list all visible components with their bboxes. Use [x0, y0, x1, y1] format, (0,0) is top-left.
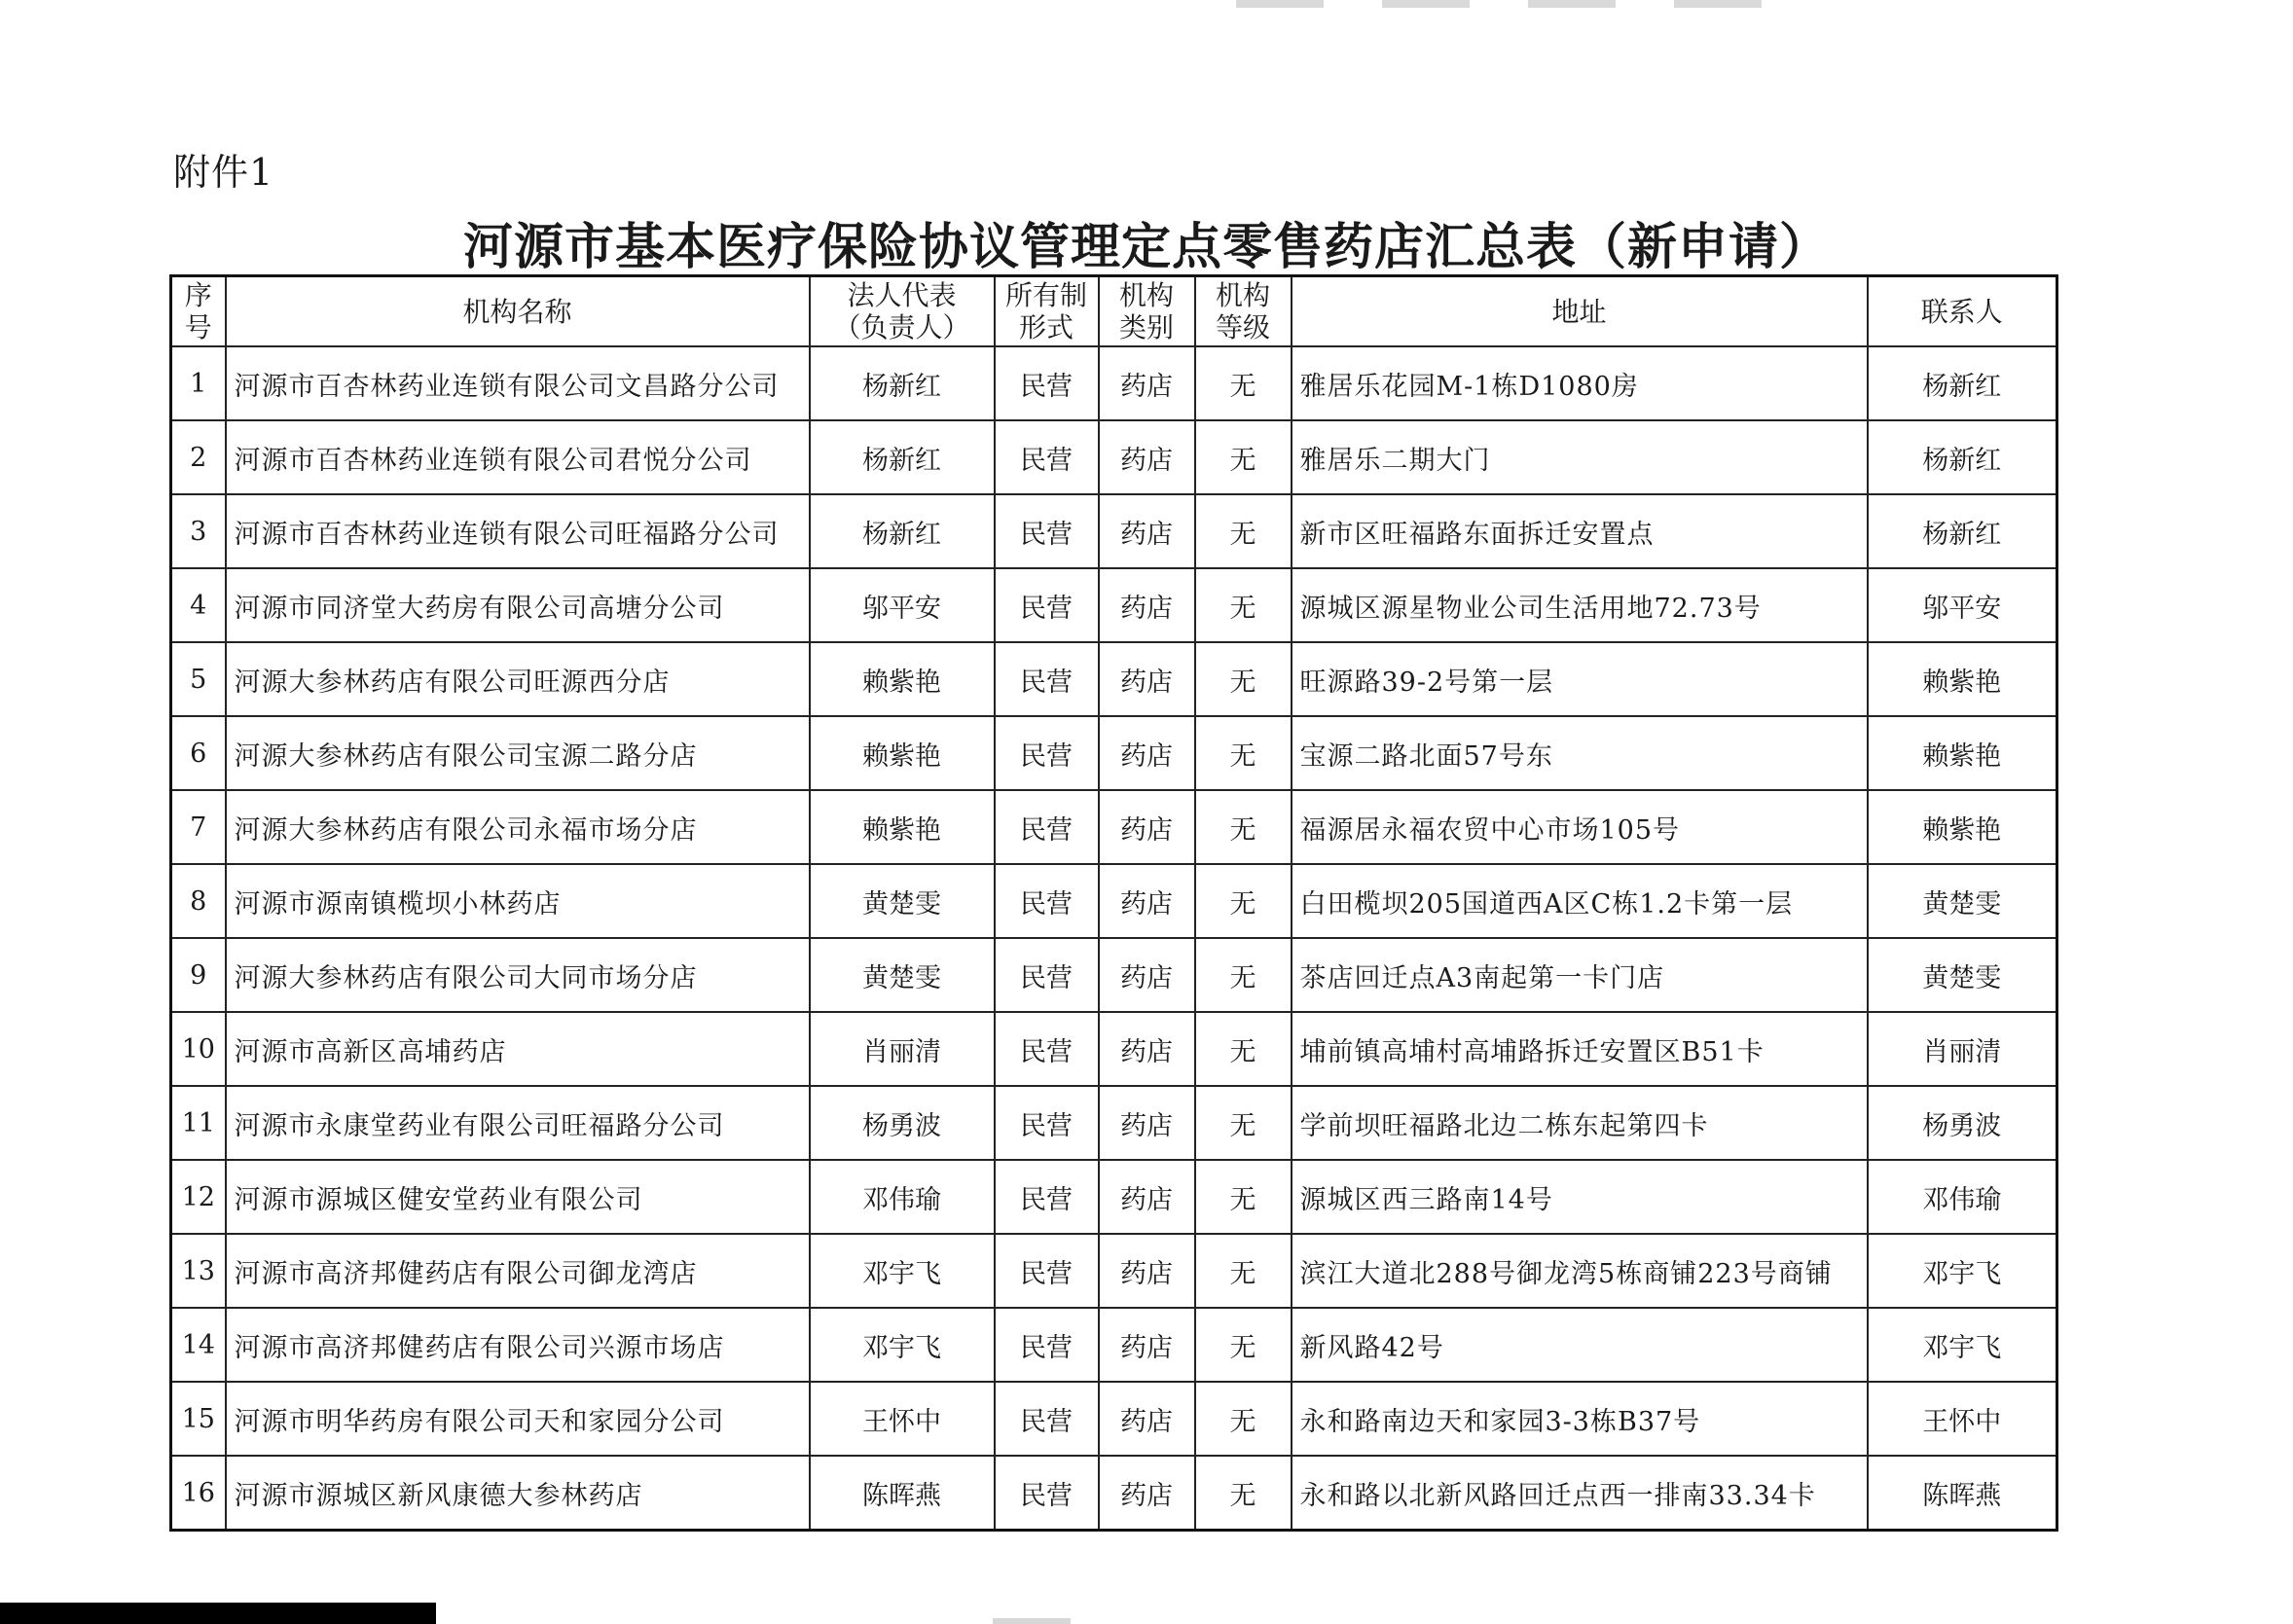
cell-seq: 12 — [171, 1160, 226, 1234]
cell-category: 药店 — [1099, 568, 1195, 642]
cell-seq: 3 — [171, 494, 226, 568]
scan-artifact-bottom — [993, 1618, 1071, 1624]
header-rep-line1: 法人代表 — [847, 279, 957, 311]
cell-address: 新市区旺福路东面拆迁安置点 — [1292, 494, 1868, 568]
cell-legal-rep: 黄楚雯 — [810, 864, 995, 938]
cell-ownership: 民营 — [995, 642, 1099, 716]
table-row — [171, 346, 2057, 420]
cell-legal-rep: 杨新红 — [810, 346, 995, 420]
table-row — [171, 1086, 2057, 1160]
cell-contact: 肖丽清 — [1868, 1012, 2057, 1086]
header-category — [1099, 276, 1195, 347]
cell-ownership: 民营 — [995, 346, 1099, 420]
cell-ownership: 民营 — [995, 420, 1099, 494]
cell-institution-name: 河源大参林药店有限公司永福市场分店 — [226, 790, 810, 864]
cell-contact: 邓伟瑜 — [1868, 1160, 2057, 1234]
cell-category: 药店 — [1099, 494, 1195, 568]
header-contact: 联系人 — [1868, 276, 2057, 347]
cell-level: 无 — [1195, 1160, 1292, 1234]
cell-address: 学前坝旺福路北边二栋东起第四卡 — [1292, 1086, 1868, 1160]
cell-institution-name: 河源市百杏林药业连锁有限公司君悦分公司 — [226, 420, 810, 494]
cell-legal-rep: 杨新红 — [810, 420, 995, 494]
cell-category: 药店 — [1099, 1308, 1195, 1382]
cell-ownership: 民营 — [995, 864, 1099, 938]
cell-level: 无 — [1195, 1234, 1292, 1308]
cell-ownership: 民营 — [995, 1382, 1099, 1456]
cell-category: 药店 — [1099, 642, 1195, 716]
cell-ownership: 民营 — [995, 1086, 1099, 1160]
cell-contact: 邓宇飞 — [1868, 1308, 2057, 1382]
header-category-line1: 机构 — [1118, 279, 1174, 311]
cell-category: 药店 — [1099, 716, 1195, 790]
cell-seq: 4 — [171, 568, 226, 642]
cell-contact: 赖紫艳 — [1868, 642, 2057, 716]
cell-institution-name: 河源市源城区健安堂药业有限公司 — [226, 1160, 810, 1234]
cell-contact: 邓宇飞 — [1868, 1234, 2057, 1308]
cell-contact: 杨新红 — [1868, 494, 2057, 568]
cell-address: 滨江大道北288号御龙湾5栋商铺223号商铺 — [1292, 1234, 1868, 1308]
cell-category: 药店 — [1099, 1086, 1195, 1160]
scan-artifact-top — [1236, 0, 1781, 8]
cell-contact: 王怀中 — [1868, 1382, 2057, 1456]
header-seq — [171, 276, 226, 347]
header-rep — [810, 276, 995, 347]
cell-legal-rep: 邓宇飞 — [810, 1234, 995, 1308]
header-ownership-line1: 所有制 — [1004, 279, 1087, 311]
cell-category: 药店 — [1099, 1234, 1195, 1308]
cell-category: 药店 — [1099, 864, 1195, 938]
cell-contact: 杨新红 — [1868, 420, 2057, 494]
table-row — [171, 790, 2057, 864]
table-row — [171, 642, 2057, 716]
cell-contact: 赖紫艳 — [1868, 790, 2057, 864]
cell-seq: 9 — [171, 938, 226, 1012]
cell-address: 雅居乐花园M-1栋D1080房 — [1292, 346, 1868, 420]
table-row — [171, 1160, 2057, 1234]
cell-category: 药店 — [1099, 346, 1195, 420]
header-address: 地址 — [1292, 276, 1868, 347]
table-row — [171, 420, 2057, 494]
cell-level: 无 — [1195, 1086, 1292, 1160]
header-ownership — [995, 276, 1099, 347]
cell-address: 新风路42号 — [1292, 1308, 1868, 1382]
cell-level: 无 — [1195, 938, 1292, 1012]
cell-ownership: 民营 — [995, 568, 1099, 642]
cell-legal-rep: 赖紫艳 — [810, 642, 995, 716]
cell-level: 无 — [1195, 1308, 1292, 1382]
cell-ownership: 民营 — [995, 1160, 1099, 1234]
cell-level: 无 — [1195, 864, 1292, 938]
cell-legal-rep: 陈晖燕 — [810, 1456, 995, 1531]
cell-level: 无 — [1195, 1382, 1292, 1456]
cell-seq: 14 — [171, 1308, 226, 1382]
table-row — [171, 1234, 2057, 1308]
cell-category: 药店 — [1099, 420, 1195, 494]
cell-contact: 赖紫艳 — [1868, 716, 2057, 790]
header-ownership-line2: 形式 — [1018, 311, 1074, 343]
attachment-label: 附件1 — [173, 151, 274, 194]
cell-level: 无 — [1195, 1456, 1292, 1531]
table-row — [171, 1012, 2057, 1086]
cell-ownership: 民营 — [995, 1012, 1099, 1086]
cell-seq: 13 — [171, 1234, 226, 1308]
cell-level: 无 — [1195, 642, 1292, 716]
cell-address: 永和路以北新风路回迁点西一排南33.34卡 — [1292, 1456, 1868, 1531]
cell-address: 源城区西三路南14号 — [1292, 1160, 1868, 1234]
cell-seq: 16 — [171, 1456, 226, 1531]
cell-institution-name: 河源大参林药店有限公司大同市场分店 — [226, 938, 810, 1012]
cell-ownership: 民营 — [995, 716, 1099, 790]
cell-address: 雅居乐二期大门 — [1292, 420, 1868, 494]
cell-level: 无 — [1195, 1012, 1292, 1086]
cell-institution-name: 河源市高济邦健药店有限公司御龙湾店 — [226, 1234, 810, 1308]
cell-contact: 黄楚雯 — [1868, 938, 2057, 1012]
header-seq-line1: 序 — [184, 279, 212, 311]
cell-address: 源城区源星物业公司生活用地72.73号 — [1292, 568, 1868, 642]
cell-level: 无 — [1195, 790, 1292, 864]
cell-seq: 10 — [171, 1012, 226, 1086]
table-row — [171, 494, 2057, 568]
cell-level: 无 — [1195, 494, 1292, 568]
cell-institution-name: 河源市源南镇榄坝小林药店 — [226, 864, 810, 938]
cell-institution-name: 河源大参林药店有限公司旺源西分店 — [226, 642, 810, 716]
cell-legal-rep: 邓宇飞 — [810, 1308, 995, 1382]
cell-address: 永和路南边天和家园3-3栋B37号 — [1292, 1382, 1868, 1456]
cell-legal-rep: 杨勇波 — [810, 1086, 995, 1160]
cell-address: 宝源二路北面57号东 — [1292, 716, 1868, 790]
cell-institution-name: 河源市高济邦健药店有限公司兴源市场店 — [226, 1308, 810, 1382]
cell-category: 药店 — [1099, 1456, 1195, 1531]
header-row — [171, 276, 2057, 347]
cell-category: 药店 — [1099, 938, 1195, 1012]
table-row — [171, 864, 2057, 938]
cell-ownership: 民营 — [995, 1308, 1099, 1382]
cell-address: 旺源路39-2号第一层 — [1292, 642, 1868, 716]
header-seq-line2: 号 — [184, 311, 212, 343]
cell-institution-name: 河源市百杏林药业连锁有限公司文昌路分公司 — [226, 346, 810, 420]
table-row — [171, 1382, 2057, 1456]
cell-address: 埔前镇高埔村高埔路拆迁安置区B51卡 — [1292, 1012, 1868, 1086]
cell-institution-name: 河源市明华药房有限公司天和家园分公司 — [226, 1382, 810, 1456]
cell-seq: 2 — [171, 420, 226, 494]
cell-seq: 8 — [171, 864, 226, 938]
cell-legal-rep: 黄楚雯 — [810, 938, 995, 1012]
cell-ownership: 民营 — [995, 1456, 1099, 1531]
cell-seq: 7 — [171, 790, 226, 864]
table-container — [169, 274, 2003, 1532]
cell-seq: 5 — [171, 642, 226, 716]
cell-contact: 邬平安 — [1868, 568, 2057, 642]
cell-institution-name: 河源大参林药店有限公司宝源二路分店 — [226, 716, 810, 790]
cell-level: 无 — [1195, 420, 1292, 494]
cell-address: 茶店回迁点A3南起第一卡门店 — [1292, 938, 1868, 1012]
cell-legal-rep: 杨新红 — [810, 494, 995, 568]
cell-contact: 杨新红 — [1868, 346, 2057, 420]
cell-ownership: 民营 — [995, 790, 1099, 864]
pharmacy-summary-table — [169, 274, 2058, 1532]
cell-institution-name: 河源市源城区新风康德大参林药店 — [226, 1456, 810, 1531]
cell-seq: 15 — [171, 1382, 226, 1456]
cell-institution-name: 河源市同济堂大药房有限公司高塘分公司 — [226, 568, 810, 642]
cell-level: 无 — [1195, 716, 1292, 790]
cell-address: 白田榄坝205国道西A区C栋1.2卡第一层 — [1292, 864, 1868, 938]
cell-ownership: 民营 — [995, 1234, 1099, 1308]
table-row — [171, 568, 2057, 642]
header-level-line2: 等级 — [1215, 311, 1270, 343]
cell-contact: 杨勇波 — [1868, 1086, 2057, 1160]
cell-legal-rep: 邬平安 — [810, 568, 995, 642]
cell-legal-rep: 赖紫艳 — [810, 790, 995, 864]
cell-ownership: 民营 — [995, 494, 1099, 568]
cell-seq: 1 — [171, 346, 226, 420]
table-row — [171, 1308, 2057, 1382]
cell-institution-name: 河源市百杏林药业连锁有限公司旺福路分公司 — [226, 494, 810, 568]
cell-address: 福源居永福农贸中心市场105号 — [1292, 790, 1868, 864]
header-level-line1: 机构 — [1215, 279, 1270, 311]
cell-institution-name: 河源市永康堂药业有限公司旺福路分公司 — [226, 1086, 810, 1160]
table-header — [171, 276, 2057, 347]
cell-ownership: 民营 — [995, 938, 1099, 1012]
table-row — [171, 716, 2057, 790]
header-category-line2: 类别 — [1118, 311, 1174, 343]
cell-category: 药店 — [1099, 1012, 1195, 1086]
cell-level: 无 — [1195, 346, 1292, 420]
scan-artifact-bottom-bar — [0, 1603, 436, 1624]
document-title: 河源市基本医疗保险协议管理定点零售药店汇总表（新申请） — [462, 218, 1830, 276]
cell-level: 无 — [1195, 568, 1292, 642]
cell-legal-rep: 王怀中 — [810, 1382, 995, 1456]
cell-category: 药店 — [1099, 1160, 1195, 1234]
table-row — [171, 938, 2057, 1012]
cell-legal-rep: 赖紫艳 — [810, 716, 995, 790]
cell-legal-rep: 邓伟瑜 — [810, 1160, 995, 1234]
header-level — [1195, 276, 1292, 347]
cell-contact: 陈晖燕 — [1868, 1456, 2057, 1531]
cell-seq: 6 — [171, 716, 226, 790]
cell-contact: 黄楚雯 — [1868, 864, 2057, 938]
header-rep-line2: （负责人） — [833, 311, 970, 343]
cell-category: 药店 — [1099, 1382, 1195, 1456]
table-body — [171, 346, 2057, 1531]
cell-institution-name: 河源市高新区高埔药店 — [226, 1012, 810, 1086]
table-row — [171, 1456, 2057, 1531]
cell-legal-rep: 肖丽清 — [810, 1012, 995, 1086]
header-name: 机构名称 — [226, 276, 810, 347]
cell-seq: 11 — [171, 1086, 226, 1160]
cell-category: 药店 — [1099, 790, 1195, 864]
